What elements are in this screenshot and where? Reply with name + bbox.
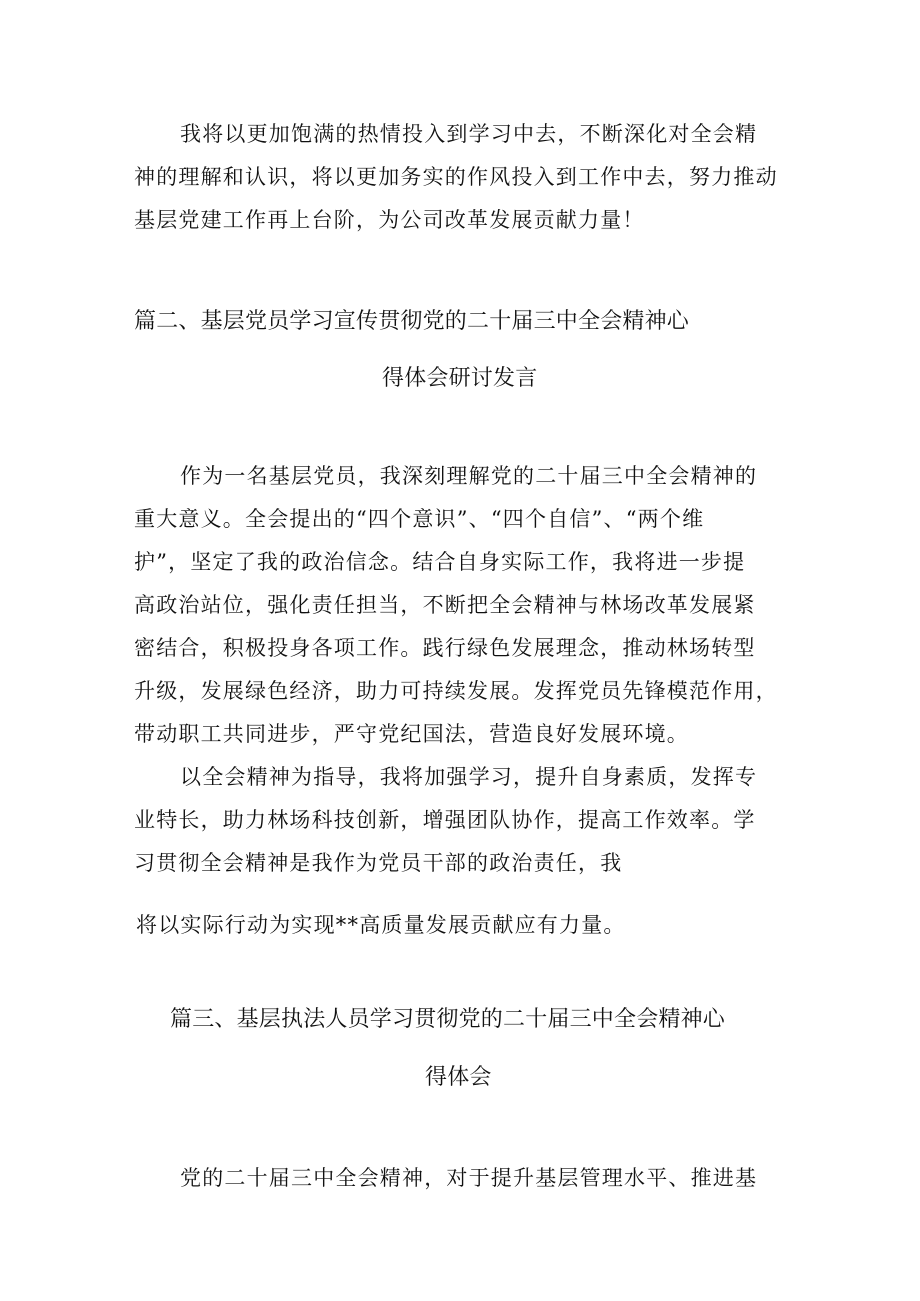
paragraph-line: 护”，坚定了我的政治信念。结合自身实际工作，我将进一步提 [134,550,746,574]
section-title-line: 得体会 [425,1065,492,1090]
paragraph-line: 带动职工共同进步，严守党纪国法，营造良好发展环境。 [134,722,689,746]
section-title-line: 篇三、基层执法人员学习贯彻党的二十届三中全会精神心 [170,1007,726,1032]
paragraph-line: 以全会精神为指导，我将加强学习，提升自身素质，发挥专 [180,765,758,789]
paragraph-line: 密结合，积极投身各项工作。践行绿色发展理念，推动林场转型 [134,636,756,660]
paragraph-line: 高政治站位，强化责任担当，不断把全会精神与林场改革发展紧 [134,593,756,617]
paragraph-line: 神的理解和认识，将以更加务实的作风投入到工作中去，努力推动 [134,165,778,189]
paragraph-line: 将以实际行动为实现**高质量发展贡献应有力量。 [136,913,626,937]
paragraph-line: 升级，发展绿色经济，助力可持续发展。发挥党员先锋模范作用， [134,679,778,703]
paragraph-line: 基层党建工作再上台阶，为公司改革发展贡献力量！ [134,208,645,232]
paragraph-line: 重大意义。全会提出的“四个意识”、“四个自信”、“两个维 [134,507,705,531]
section-title-line: 篇二、基层党员学习宣传贯彻党的二十届三中全会精神心 [134,309,690,334]
paragraph-line: 作为一名基层党员，我深刻理解党的二十届三中全会精神的 [180,464,758,488]
paragraph-line: 我将以更加饱满的热情投入到学习中去，不断深化对全会精 [180,122,758,146]
paragraph-line: 党的二十届三中全会精神，对于提升基层管理水平、推进基 [180,1166,758,1190]
paragraph-line: 业特长，助力林场科技创新，增强团队协作，提高工作效率。学 [134,808,756,832]
section-title-line: 得体会研讨发言 [382,366,538,391]
paragraph-line: 习贯彻全会精神是我作为党员干部的政治责任，我 [134,851,623,875]
